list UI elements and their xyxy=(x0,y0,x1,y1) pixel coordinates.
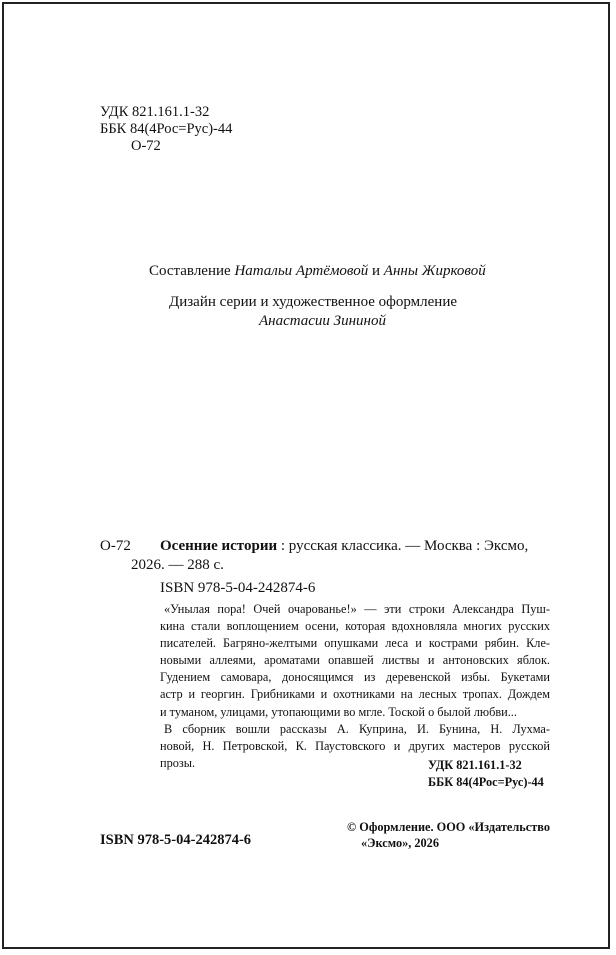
udk-code: УДК 821.161.1-32 xyxy=(100,104,210,120)
annotation-line: астр и георгин. Грибниками и охотниками на лесных тропах. Дождем xyxy=(160,687,550,702)
bbk-code-bottom: ББК 84(4Рос=Рус)-44 xyxy=(428,775,544,789)
catalog-isbn: ISBN 978-5-04-242874-6 xyxy=(160,580,316,596)
catalog-author-mark: О-72 xyxy=(100,538,131,554)
udk-code-bottom: УДК 821.161.1-32 xyxy=(428,758,522,772)
bbk-code: ББК 84(4Рос=Рус)-44 xyxy=(100,121,233,137)
annotation-line: прозы. xyxy=(160,755,196,770)
annotation-line: В сборник вошли рассказы А. Куприна, И. Бунина, Н. Лухма- xyxy=(164,721,550,736)
annotation-line: кина стали воплощением осени, которая вдохновляла многих русских xyxy=(160,619,550,634)
copyright-line-1: © Оформление. ООО «Издательство xyxy=(347,820,551,834)
annotation-line: и туманом, улицами, утопающими во мгле. Тоской о былой любви... xyxy=(160,704,517,719)
copyright-line-2: «Эксмо», 2026 xyxy=(361,836,439,850)
annotation xyxy=(160,601,550,772)
catalog-title-line xyxy=(160,537,528,555)
design-line: Дизайн серии и художественное оформление xyxy=(169,294,458,310)
compiler-2: Анны Жирковой xyxy=(383,263,486,279)
annotation-line: новой, Н. Петровской, К. Паустовского и других мастеров русской xyxy=(160,738,550,753)
catalog-publication-line: 2026. — 288 с. xyxy=(131,557,224,573)
book-title: Осенние истории xyxy=(160,538,278,554)
page-border xyxy=(2,2,610,949)
annotation-line: новыми аллеями, ароматами опавшей листвы и антоновских яблок. xyxy=(160,653,550,668)
annotation-line: писателей. Багряно-желтыми опушками леса и кострами рябин. Кле- xyxy=(160,636,550,651)
annotation-line: «Унылая пора! Очей очарованье!» — эти строки Александра Пуш- xyxy=(164,602,550,616)
compiler-1: Натальи Артёмовой xyxy=(234,263,369,279)
designer-name: Анастасии Зининой xyxy=(259,313,386,329)
compilers-line xyxy=(149,262,486,280)
annotation-line: Гудением самовара, доносящимся из деревенской избы. Букетами xyxy=(160,670,550,685)
footer-isbn: ISBN 978-5-04-242874-6 xyxy=(100,832,252,848)
author-mark: О-72 xyxy=(131,138,161,154)
compiled-prefix: Составление xyxy=(149,263,231,279)
conjunction: и xyxy=(372,263,381,279)
book-subtitle: : русская классика. — Москва : Эксмо, xyxy=(277,538,529,554)
